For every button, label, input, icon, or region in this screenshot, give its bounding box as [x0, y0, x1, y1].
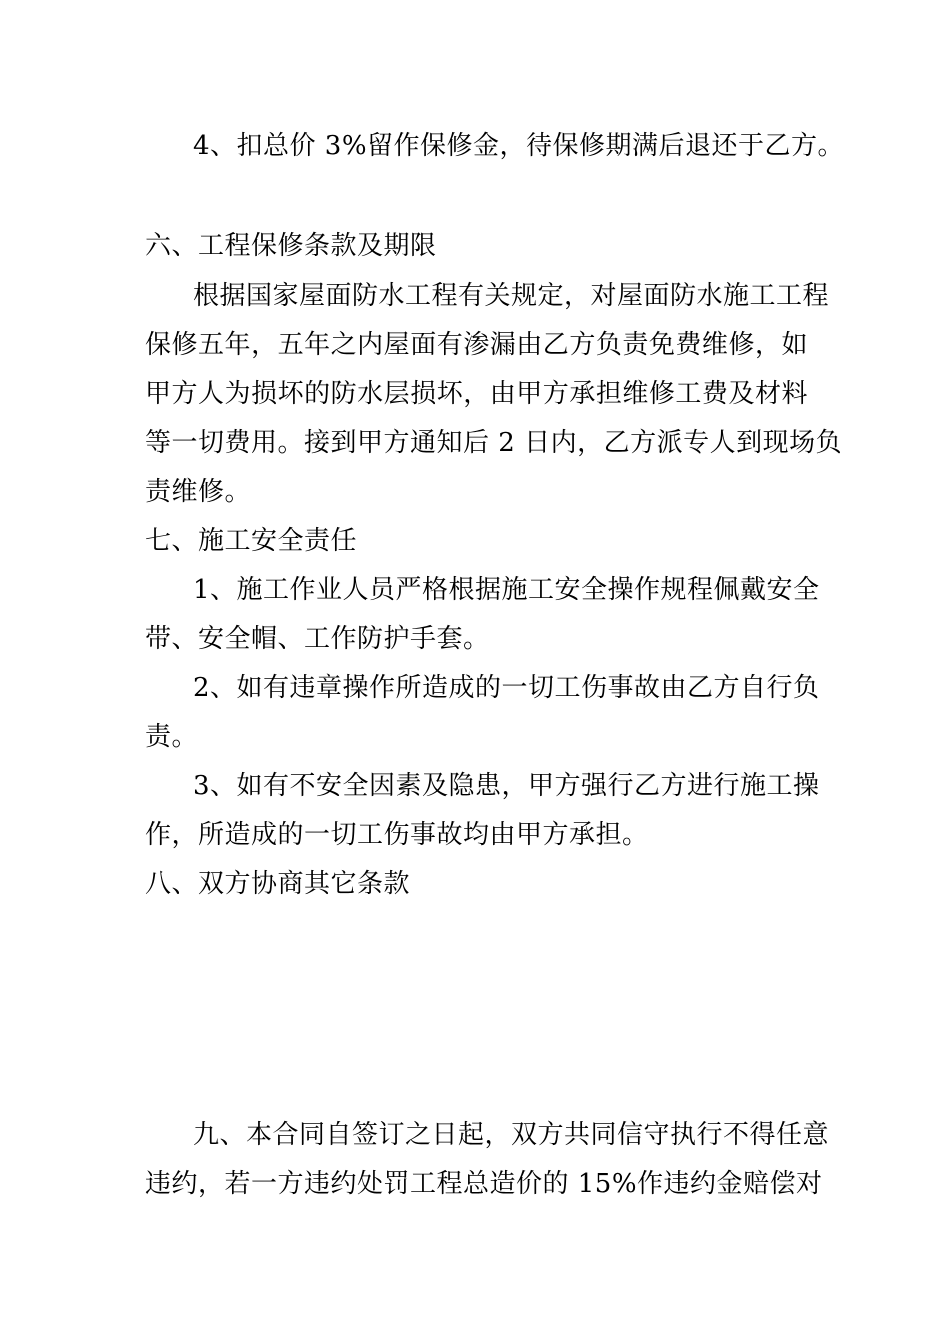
paragraph-line: 带、安全帽、工作防护手套。 — [145, 624, 490, 654]
paragraph-line: 1、施工作业人员严格根据施工安全操作规程佩戴安全 — [193, 575, 820, 605]
paragraph-line: 责维修。 — [145, 477, 252, 507]
heading-section-7: 七、施工安全责任 — [145, 526, 358, 556]
paragraph-line: 2、如有违章操作所造成的一切工伤事故由乙方自行负 — [193, 673, 820, 703]
paragraph-warranty-deposit: 4、扣总价 3%留作保修金，待保修期满后退还于乙方。 — [193, 131, 845, 161]
paragraph-line: 3、如有不安全因素及隐患，甲方强行乙方进行施工操 — [193, 771, 820, 801]
heading-section-8: 八、双方协商其它条款 — [145, 869, 411, 899]
paragraph-line: 甲方人为损坏的防水层损坏，由甲方承担维修工费及材料 — [145, 379, 808, 409]
paragraph-line: 违约，若一方违约处罚工程总造价的 15%作违约金赔偿对 — [145, 1169, 823, 1199]
paragraph-line: 等一切费用。接到甲方通知后 2 日内，乙方派专人到现场负 — [145, 428, 843, 458]
paragraph-line: 根据国家屋面防水工程有关规定，对屋面防水施工工程 — [193, 281, 830, 311]
heading-section-6: 六、工程保修条款及期限 — [145, 231, 437, 261]
paragraph-line: 保修五年，五年之内屋面有渗漏由乙方负责免费维修，如 — [145, 330, 808, 360]
paragraph-line: 责。 — [145, 722, 199, 752]
paragraph-line: 作，所造成的一切工伤事故均由甲方承担。 — [145, 820, 649, 850]
paragraph-line: 九、本合同自签订之日起，双方共同信守执行不得任意 — [193, 1120, 830, 1150]
